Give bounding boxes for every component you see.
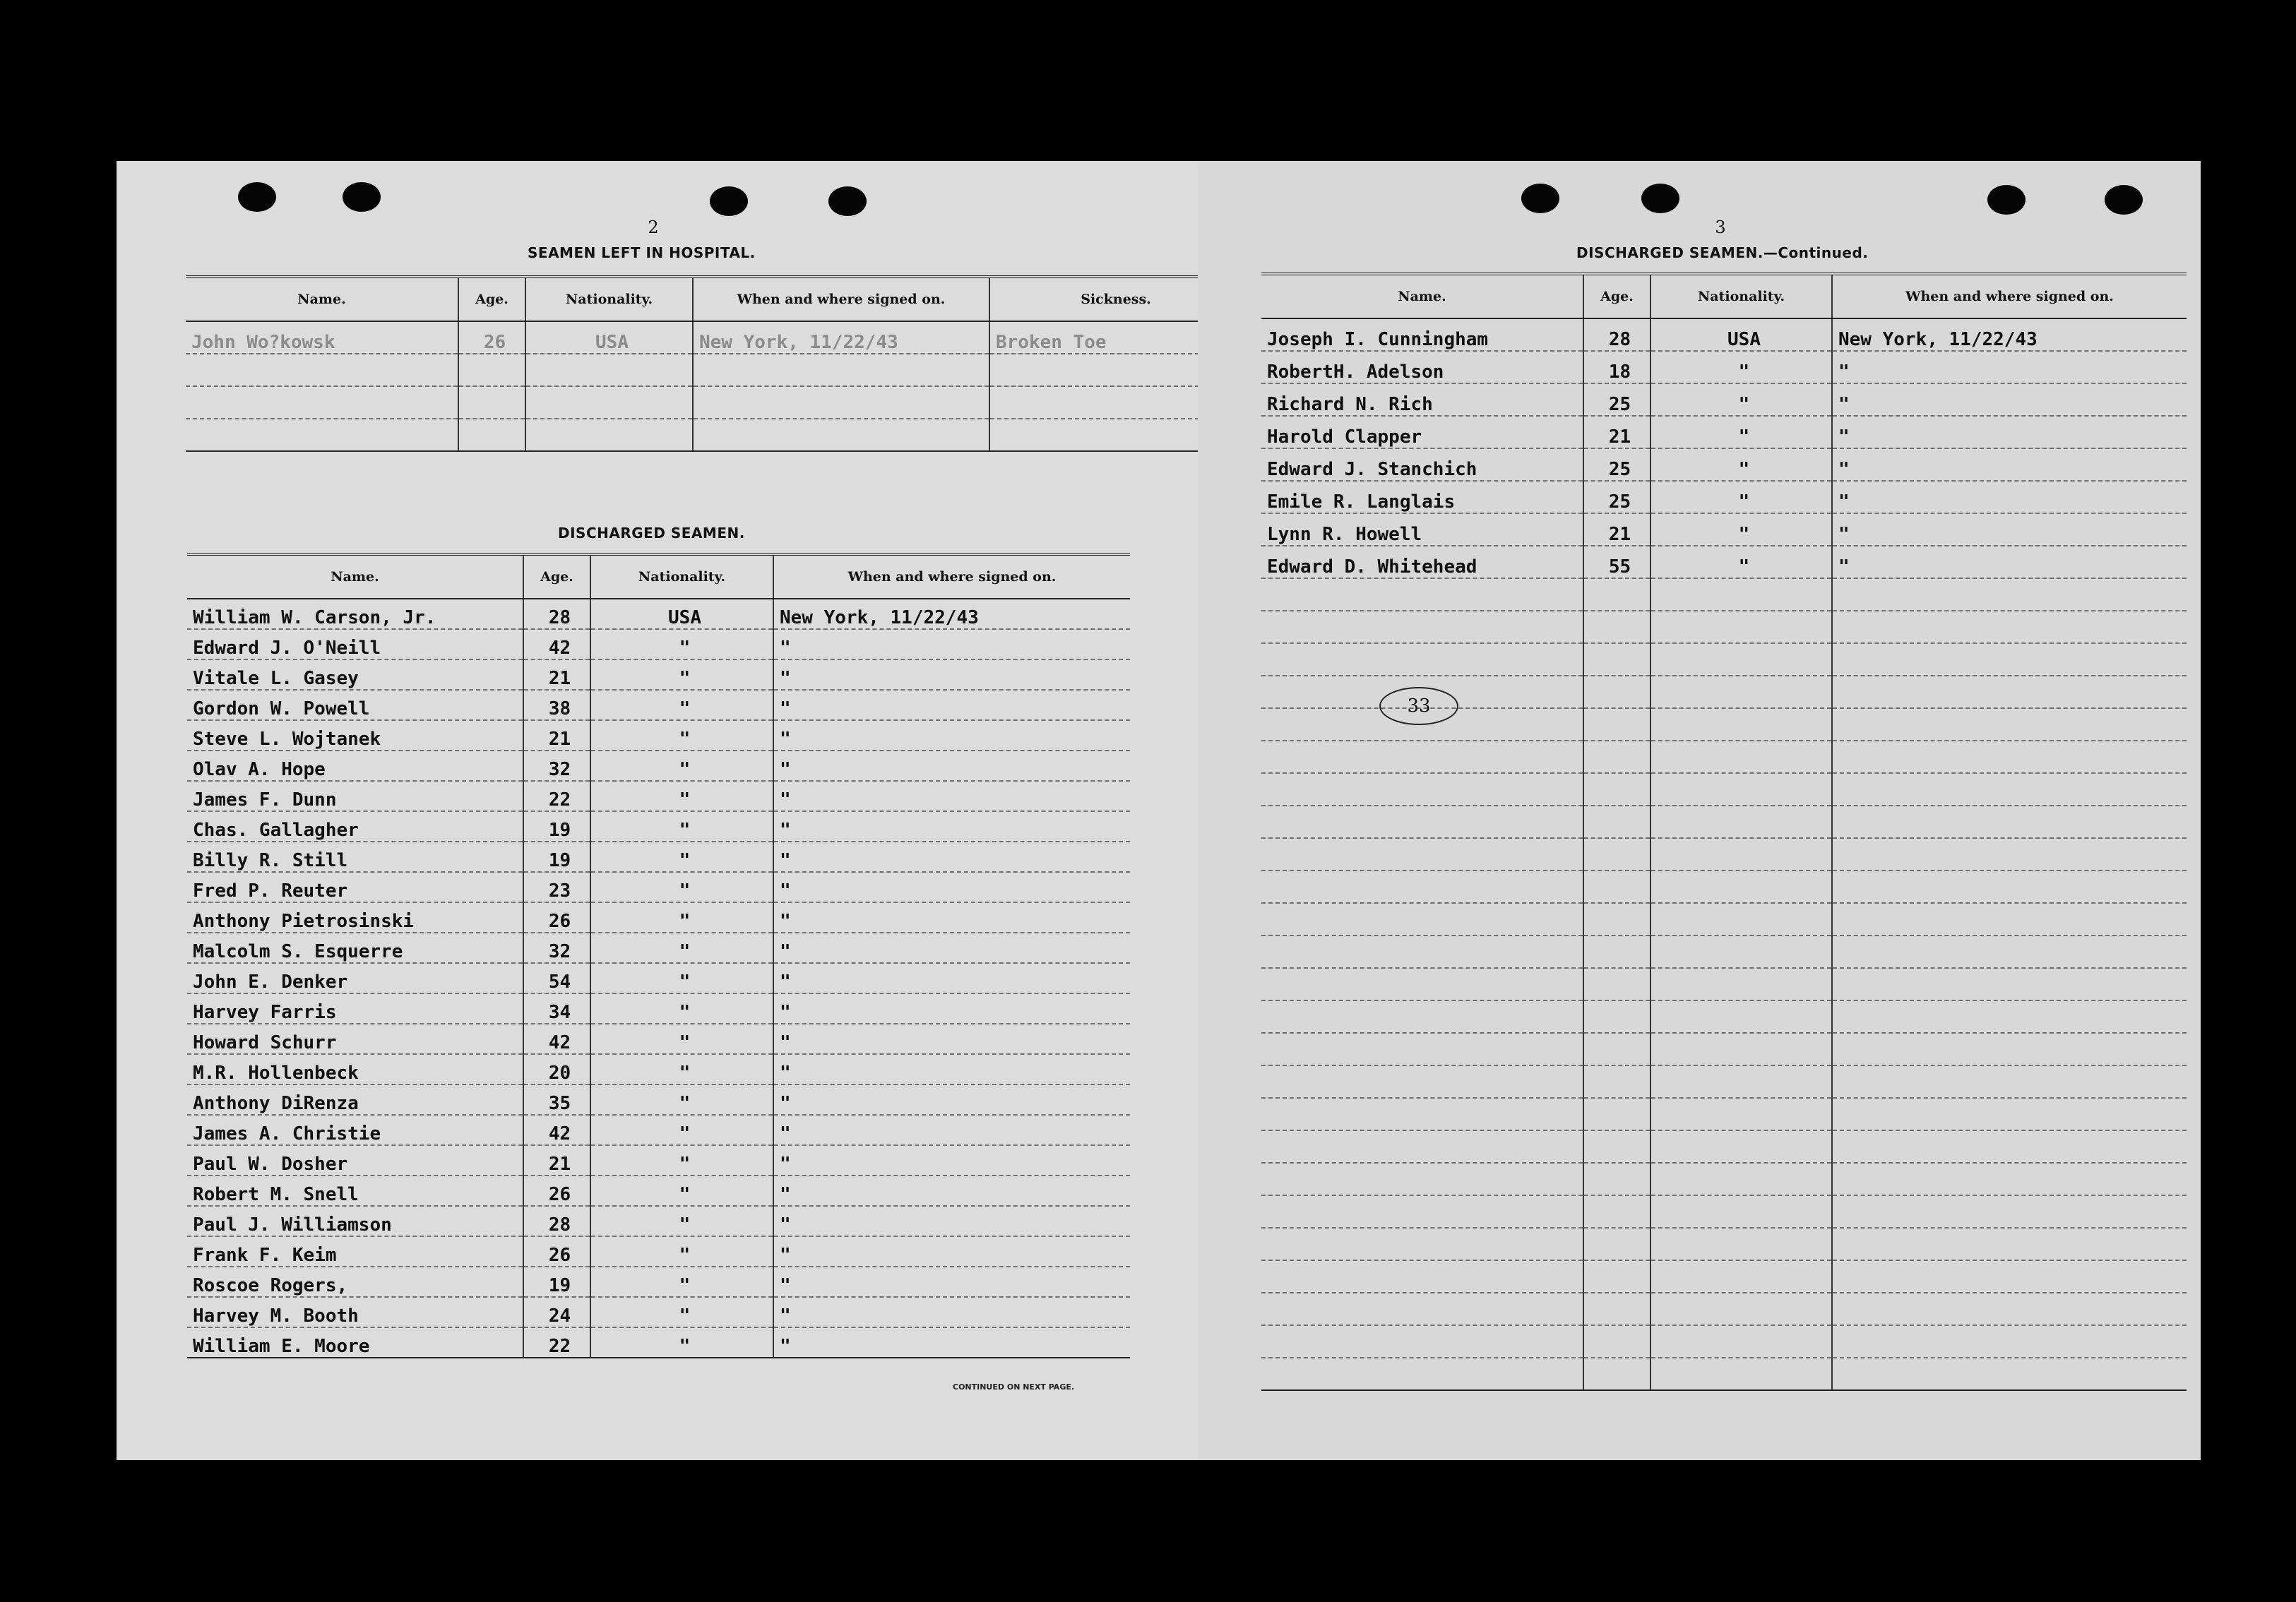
seaman-signed-on: " bbox=[773, 720, 1130, 751]
column-header-nationality: Nationality. bbox=[525, 277, 693, 321]
seaman-nationality: " bbox=[590, 842, 773, 872]
seaman-row bbox=[1261, 513, 2187, 546]
discharged-continued-table bbox=[1261, 273, 2187, 1391]
seaman-signed-on: " bbox=[773, 781, 1130, 811]
seaman-signed-on: " bbox=[1832, 546, 2187, 578]
blank-row bbox=[1261, 1000, 2187, 1033]
seaman-name: Richard N. Rich bbox=[1261, 383, 1583, 416]
seaman-age: 25 bbox=[1583, 448, 1650, 481]
seaman-signed-on: " bbox=[1832, 416, 2187, 448]
seaman-signed-on: " bbox=[773, 659, 1130, 690]
seaman-nationality: " bbox=[590, 963, 773, 993]
seaman-nationality: " bbox=[1650, 448, 1832, 481]
column-header-name: Name. bbox=[186, 277, 458, 321]
seaman-name: William W. Carson, Jr. bbox=[187, 599, 523, 629]
seaman-age: 25 bbox=[1583, 383, 1650, 416]
seaman-age: 21 bbox=[523, 720, 590, 751]
blank-row bbox=[1261, 1130, 2187, 1163]
seaman-row bbox=[187, 811, 1130, 842]
seaman-nationality: " bbox=[590, 1084, 773, 1115]
seaman-row bbox=[187, 1145, 1130, 1176]
punch-hole bbox=[710, 186, 748, 216]
seaman-age: 19 bbox=[523, 842, 590, 872]
seaman-signed-on: " bbox=[773, 1176, 1130, 1206]
blank-row bbox=[1261, 1293, 2187, 1325]
left-page bbox=[117, 161, 1202, 1460]
column-header-name: Name. bbox=[1261, 274, 1583, 318]
seaman-age: 26 bbox=[523, 1236, 590, 1267]
seaman-nationality: USA bbox=[1650, 318, 1832, 351]
seaman-age: 23 bbox=[523, 872, 590, 902]
seaman-nationality: " bbox=[590, 720, 773, 751]
punch-hole bbox=[1521, 184, 1559, 213]
seaman-age: 25 bbox=[1583, 481, 1650, 513]
hospital-section-title: SEAMEN LEFT IN HOSPITAL. bbox=[528, 244, 756, 261]
seaman-nationality: " bbox=[590, 659, 773, 690]
hospital-table bbox=[186, 275, 1202, 452]
seaman-name: Chas. Gallagher bbox=[187, 811, 523, 842]
seaman-age: 20 bbox=[523, 1054, 590, 1084]
seaman-name: Edward D. Whitehead bbox=[1261, 546, 1583, 578]
blank-row bbox=[186, 386, 1202, 419]
column-header-signed-on: When and where signed on. bbox=[693, 277, 989, 321]
seaman-age: 22 bbox=[523, 781, 590, 811]
seaman-signed-on: " bbox=[773, 963, 1130, 993]
blank-row bbox=[186, 354, 1202, 386]
seaman-signed-on: " bbox=[773, 1236, 1130, 1267]
seaman-nationality: " bbox=[590, 1024, 773, 1054]
seaman-name: Edward J. Stanchich bbox=[1261, 448, 1583, 481]
seaman-name: John E. Denker bbox=[187, 963, 523, 993]
seaman-name: Robert M. Snell bbox=[187, 1176, 523, 1206]
seaman-name: Joseph I. Cunningham bbox=[1261, 318, 1583, 351]
seaman-row bbox=[1261, 318, 2187, 351]
seaman-nationality: " bbox=[590, 1054, 773, 1084]
seaman-name: Harvey M. Booth bbox=[187, 1297, 523, 1327]
hospital-entry-row bbox=[186, 321, 1202, 354]
seaman-name: Frank F. Keim bbox=[187, 1236, 523, 1267]
discharged-header-row bbox=[187, 554, 1130, 599]
seaman-name: Fred P. Reuter bbox=[187, 872, 523, 902]
seaman-row bbox=[1261, 546, 2187, 578]
seaman-signed-on: " bbox=[773, 1054, 1130, 1084]
seaman-nationality: " bbox=[590, 1327, 773, 1358]
seaman-row bbox=[187, 659, 1130, 690]
seaman-name: James F. Dunn bbox=[187, 781, 523, 811]
seaman-nationality: " bbox=[1650, 416, 1832, 448]
seaman-signed-on: " bbox=[773, 842, 1130, 872]
blank-row bbox=[1261, 773, 2187, 806]
seaman-signed-on: " bbox=[773, 1206, 1130, 1236]
column-header-nationality: Nationality. bbox=[590, 554, 773, 599]
seaman-age: 21 bbox=[1583, 513, 1650, 546]
punch-hole bbox=[2105, 185, 2143, 215]
blank-row bbox=[1261, 1065, 2187, 1098]
seaman-signed-on: " bbox=[1832, 448, 2187, 481]
seaman-name: Edward J. O'Neill bbox=[187, 629, 523, 659]
seaman-signed-on: " bbox=[773, 933, 1130, 963]
right-page bbox=[1198, 161, 2201, 1460]
seaman-nationality: " bbox=[590, 1206, 773, 1236]
hospital-sickness: Broken Toe bbox=[989, 321, 1202, 354]
seaman-row bbox=[187, 599, 1130, 629]
seaman-row bbox=[187, 1327, 1130, 1358]
seaman-age: 22 bbox=[523, 1327, 590, 1358]
seaman-age: 32 bbox=[523, 751, 590, 781]
seaman-nationality: " bbox=[590, 1297, 773, 1327]
seaman-age: 38 bbox=[523, 690, 590, 720]
seaman-nationality: " bbox=[1650, 513, 1832, 546]
seaman-nationality: " bbox=[590, 811, 773, 842]
seaman-row bbox=[187, 1115, 1130, 1145]
seaman-nationality: " bbox=[590, 1145, 773, 1176]
hospital-name: John Wo?kowsk bbox=[186, 321, 458, 354]
blank-row bbox=[1261, 968, 2187, 1000]
seaman-signed-on: " bbox=[773, 751, 1130, 781]
seaman-age: 21 bbox=[1583, 416, 1650, 448]
column-header-signed-on: When and where signed on. bbox=[773, 554, 1130, 599]
seaman-age: 55 bbox=[1583, 546, 1650, 578]
page-number: 3 bbox=[1715, 217, 1726, 237]
seaman-age: 42 bbox=[523, 1115, 590, 1145]
seaman-nationality: " bbox=[1650, 481, 1832, 513]
column-header-sickness: Sickness. bbox=[989, 277, 1202, 321]
seaman-row bbox=[1261, 383, 2187, 416]
seaman-name: William E. Moore bbox=[187, 1327, 523, 1358]
seaman-signed-on: " bbox=[1832, 481, 2187, 513]
column-header-age: Age. bbox=[1583, 274, 1650, 318]
seaman-nationality: " bbox=[590, 872, 773, 902]
seaman-nationality: USA bbox=[590, 599, 773, 629]
hospital-signed-on: New York, 11/22/43 bbox=[693, 321, 989, 354]
seaman-age: 32 bbox=[523, 933, 590, 963]
hospital-nationality: USA bbox=[525, 321, 693, 354]
seaman-signed-on: " bbox=[773, 690, 1130, 720]
seaman-age: 28 bbox=[523, 599, 590, 629]
seaman-name: Harvey Farris bbox=[187, 993, 523, 1024]
seaman-name: Lynn R. Howell bbox=[1261, 513, 1583, 546]
seaman-age: 42 bbox=[523, 629, 590, 659]
seaman-row bbox=[187, 933, 1130, 963]
discharged-section-title: DISCHARGED SEAMEN. bbox=[558, 525, 745, 542]
blank-row bbox=[1261, 1195, 2187, 1228]
column-header-age: Age. bbox=[458, 277, 525, 321]
seaman-name: Howard Schurr bbox=[187, 1024, 523, 1054]
seaman-signed-on: New York, 11/22/43 bbox=[1832, 318, 2187, 351]
seaman-row bbox=[1261, 416, 2187, 448]
blank-row bbox=[1261, 1098, 2187, 1130]
seaman-row bbox=[187, 781, 1130, 811]
seaman-signed-on: " bbox=[1832, 383, 2187, 416]
column-header-signed-on: When and where signed on. bbox=[1832, 274, 2187, 318]
seaman-row bbox=[187, 1176, 1130, 1206]
seaman-signed-on: " bbox=[1832, 351, 2187, 383]
seaman-signed-on: " bbox=[773, 902, 1130, 933]
blank-row bbox=[1261, 643, 2187, 676]
seaman-signed-on: " bbox=[773, 872, 1130, 902]
seaman-signed-on: " bbox=[773, 1145, 1130, 1176]
seaman-row bbox=[187, 1297, 1130, 1327]
seaman-name: Billy R. Still bbox=[187, 842, 523, 872]
seaman-signed-on: " bbox=[773, 1024, 1130, 1054]
circled-total: 33 bbox=[1379, 687, 1458, 725]
seaman-signed-on: " bbox=[1832, 513, 2187, 546]
seaman-row bbox=[187, 629, 1130, 659]
seaman-age: 35 bbox=[523, 1084, 590, 1115]
seaman-row bbox=[187, 993, 1130, 1024]
seaman-age: 21 bbox=[523, 1145, 590, 1176]
seaman-signed-on: " bbox=[773, 1084, 1130, 1115]
seaman-row bbox=[187, 1084, 1130, 1115]
seaman-row bbox=[187, 1236, 1130, 1267]
seaman-nationality: " bbox=[590, 781, 773, 811]
seaman-row bbox=[187, 751, 1130, 781]
page-number: 2 bbox=[648, 217, 659, 237]
seaman-nationality: " bbox=[590, 1115, 773, 1145]
seaman-signed-on: New York, 11/22/43 bbox=[773, 599, 1130, 629]
column-header-nationality: Nationality. bbox=[1650, 274, 1832, 318]
blank-row bbox=[1261, 578, 2187, 611]
hospital-age: 26 bbox=[458, 321, 525, 354]
seaman-age: 28 bbox=[523, 1206, 590, 1236]
seaman-row bbox=[1261, 481, 2187, 513]
column-header-name: Name. bbox=[187, 554, 523, 599]
punch-hole bbox=[1641, 184, 1679, 213]
seaman-name: Steve L. Wojtanek bbox=[187, 720, 523, 751]
punch-hole bbox=[343, 182, 381, 212]
punch-hole bbox=[1987, 185, 2026, 215]
seaman-name: Anthony DiRenza bbox=[187, 1084, 523, 1115]
seaman-age: 42 bbox=[523, 1024, 590, 1054]
column-header-age: Age. bbox=[523, 554, 590, 599]
seaman-row bbox=[187, 1267, 1130, 1297]
seaman-age: 19 bbox=[523, 1267, 590, 1297]
blank-row bbox=[1261, 936, 2187, 968]
seaman-row bbox=[187, 720, 1130, 751]
seaman-row bbox=[1261, 448, 2187, 481]
seaman-signed-on: " bbox=[773, 629, 1130, 659]
seaman-signed-on: " bbox=[773, 811, 1130, 842]
blank-row bbox=[186, 419, 1202, 451]
seaman-signed-on: " bbox=[773, 1267, 1130, 1297]
seaman-nationality: " bbox=[590, 1267, 773, 1297]
seaman-signed-on: " bbox=[773, 993, 1130, 1024]
seaman-row bbox=[187, 1024, 1130, 1054]
seaman-nationality: " bbox=[1650, 546, 1832, 578]
seaman-age: 54 bbox=[523, 963, 590, 993]
blank-row bbox=[1261, 903, 2187, 936]
seaman-nationality: " bbox=[590, 1236, 773, 1267]
blank-row bbox=[1261, 871, 2187, 903]
seaman-age: 28 bbox=[1583, 318, 1650, 351]
seaman-row bbox=[187, 963, 1130, 993]
seaman-signed-on: " bbox=[773, 1297, 1130, 1327]
seaman-age: 24 bbox=[523, 1297, 590, 1327]
seaman-row bbox=[187, 902, 1130, 933]
blank-row bbox=[1261, 1260, 2187, 1293]
blank-row bbox=[1261, 1033, 2187, 1065]
seaman-name: Gordon W. Powell bbox=[187, 690, 523, 720]
hospital-header-row bbox=[186, 277, 1202, 321]
seaman-nationality: " bbox=[1650, 351, 1832, 383]
seaman-nationality: " bbox=[590, 1176, 773, 1206]
seaman-age: 26 bbox=[523, 902, 590, 933]
seaman-age: 34 bbox=[523, 993, 590, 1024]
seaman-row bbox=[187, 872, 1130, 902]
seaman-row bbox=[187, 1206, 1130, 1236]
seaman-signed-on: " bbox=[773, 1327, 1130, 1358]
blank-row bbox=[1261, 741, 2187, 773]
blank-row bbox=[1261, 806, 2187, 838]
discharged-table bbox=[187, 553, 1130, 1358]
seaman-name: James A. Christie bbox=[187, 1115, 523, 1145]
punch-hole bbox=[828, 186, 867, 216]
blank-row bbox=[1261, 611, 2187, 643]
seaman-name: Harold Clapper bbox=[1261, 416, 1583, 448]
seaman-name: Emile R. Langlais bbox=[1261, 481, 1583, 513]
seaman-name: Anthony Pietrosinski bbox=[187, 902, 523, 933]
seaman-nationality: " bbox=[1650, 383, 1832, 416]
seaman-row bbox=[187, 690, 1130, 720]
seaman-nationality: " bbox=[590, 690, 773, 720]
seaman-age: 18 bbox=[1583, 351, 1650, 383]
continued-note: CONTINUED ON NEXT PAGE. bbox=[953, 1382, 1075, 1392]
seaman-nationality: " bbox=[590, 902, 773, 933]
seaman-age: 19 bbox=[523, 811, 590, 842]
seaman-name: Vitale L. Gasey bbox=[187, 659, 523, 690]
seaman-name: Roscoe Rogers, bbox=[187, 1267, 523, 1297]
seaman-nationality: " bbox=[590, 629, 773, 659]
seaman-name: M.R. Hollenbeck bbox=[187, 1054, 523, 1084]
seaman-signed-on: " bbox=[773, 1115, 1130, 1145]
seaman-name: RobertH. Adelson bbox=[1261, 351, 1583, 383]
discharged-continued-title: DISCHARGED SEAMEN.—Continued. bbox=[1576, 244, 1869, 261]
seaman-age: 21 bbox=[523, 659, 590, 690]
seaman-nationality: " bbox=[590, 993, 773, 1024]
seaman-age: 26 bbox=[523, 1176, 590, 1206]
seaman-row bbox=[187, 1054, 1130, 1084]
blank-row bbox=[1261, 838, 2187, 871]
blank-row bbox=[1261, 1228, 2187, 1260]
seaman-nationality: " bbox=[590, 751, 773, 781]
discharged-continued-header-row bbox=[1261, 274, 2187, 318]
blank-row bbox=[1261, 1358, 2187, 1390]
seaman-name: Malcolm S. Esquerre bbox=[187, 933, 523, 963]
seaman-nationality: " bbox=[590, 933, 773, 963]
seaman-row bbox=[1261, 351, 2187, 383]
seaman-row bbox=[187, 842, 1130, 872]
punch-hole bbox=[238, 182, 276, 212]
blank-row bbox=[1261, 1325, 2187, 1358]
seaman-name: Paul W. Dosher bbox=[187, 1145, 523, 1176]
blank-row bbox=[1261, 1163, 2187, 1195]
seaman-name: Paul J. Williamson bbox=[187, 1206, 523, 1236]
seaman-name: Olav A. Hope bbox=[187, 751, 523, 781]
